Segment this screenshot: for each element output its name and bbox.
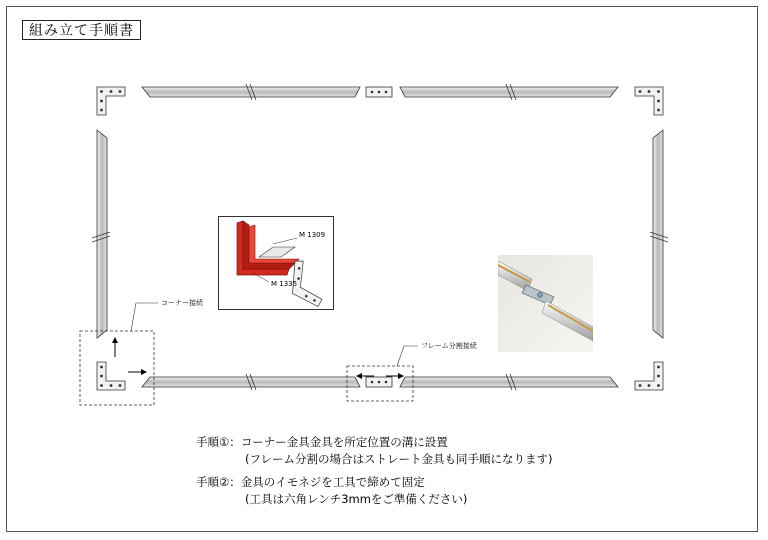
step-2-note: (工具は六角レンチ3mmをご準備ください)	[245, 492, 468, 506]
step-2	[196, 474, 553, 508]
step-1	[196, 434, 553, 468]
insert-arrow-up-icon	[112, 337, 118, 357]
straight-joint-plate-bottom	[366, 377, 392, 387]
corner-bracket-detail-inset	[218, 216, 334, 310]
corner-connection-label: コーナー接続	[161, 299, 203, 307]
corner-bracket-bottom-left	[97, 362, 125, 390]
frame-rail-bottom-right	[400, 374, 618, 390]
step-1-label: 手順①：	[196, 435, 241, 449]
frame-split-connection-label: フレーム分割接続	[421, 342, 477, 350]
corner-bracket-top-left	[97, 87, 125, 115]
straight-joint-plate-top	[366, 87, 392, 97]
assembly-steps	[196, 434, 553, 514]
split-callout-leader	[397, 346, 418, 366]
step-2-text: 金具のイモネジを工具で締めて固定	[240, 475, 425, 489]
part-number-top: M 1309	[299, 231, 326, 239]
page-title: 組み立て手順書	[22, 20, 141, 40]
insert-arrow-right-icon	[128, 369, 147, 375]
part-number-bottom: M 1335	[271, 280, 298, 288]
frame-rail-right	[650, 130, 668, 338]
corner-bracket-top-right	[635, 87, 663, 115]
frame-rail-top-left	[142, 84, 360, 100]
corner-bracket-bottom-right	[635, 362, 663, 390]
step-2-label: 手順②：	[196, 475, 241, 489]
corner-callout-leader	[131, 303, 158, 331]
step-1-note: (フレーム分割の場合はストレート金具も同手順になります)	[245, 452, 553, 466]
frame-rail-bottom-left	[142, 374, 360, 390]
step-1-text: コーナー金具金具を所定位置の溝に設置	[240, 435, 448, 449]
frame-rail-top-right	[400, 84, 618, 100]
straight-joint-photo	[498, 255, 593, 352]
frame-rail-left	[92, 130, 110, 338]
